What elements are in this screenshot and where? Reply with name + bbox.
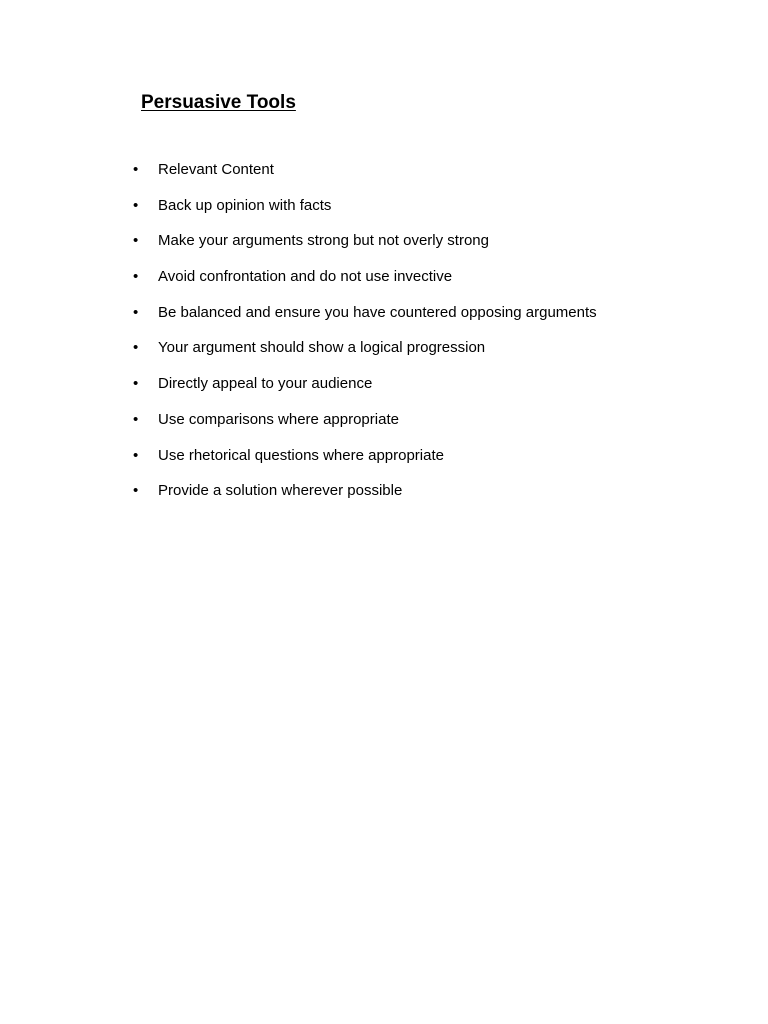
list-item-text: Provide a solution wherever possible xyxy=(158,482,403,500)
bullet-icon: • xyxy=(133,232,139,250)
bullet-icon: • xyxy=(133,161,139,178)
bullet-icon: • xyxy=(133,446,139,464)
bullet-icon: • xyxy=(133,410,139,428)
list-item-text: Use comparisons where appropriate xyxy=(158,410,399,428)
list-item-text: Be balanced and ensure you have countered opposing arguments xyxy=(158,303,597,321)
list-item-text: Directly appeal to your audience xyxy=(158,375,373,393)
bullet-icon: • xyxy=(133,482,139,500)
list-item-text: Make your arguments strong but not overly strong xyxy=(158,232,489,250)
list-item-text: Relevant Content xyxy=(158,161,274,178)
page-title: Persuasive Tools xyxy=(141,92,296,113)
bullet-icon: • xyxy=(133,268,139,286)
list-item-text: Use rhetorical questions where appropriate xyxy=(158,446,444,464)
bullet-icon: • xyxy=(133,303,139,321)
bullet-icon: • xyxy=(133,339,139,357)
list-item-text: Your argument should show a logical progression xyxy=(158,339,486,357)
bullet-icon: • xyxy=(133,375,139,393)
list-item-text: Avoid confrontation and do not use invective xyxy=(158,268,453,286)
bullet-icon: • xyxy=(133,196,139,214)
list-item-text: Back up opinion with facts xyxy=(158,196,332,214)
